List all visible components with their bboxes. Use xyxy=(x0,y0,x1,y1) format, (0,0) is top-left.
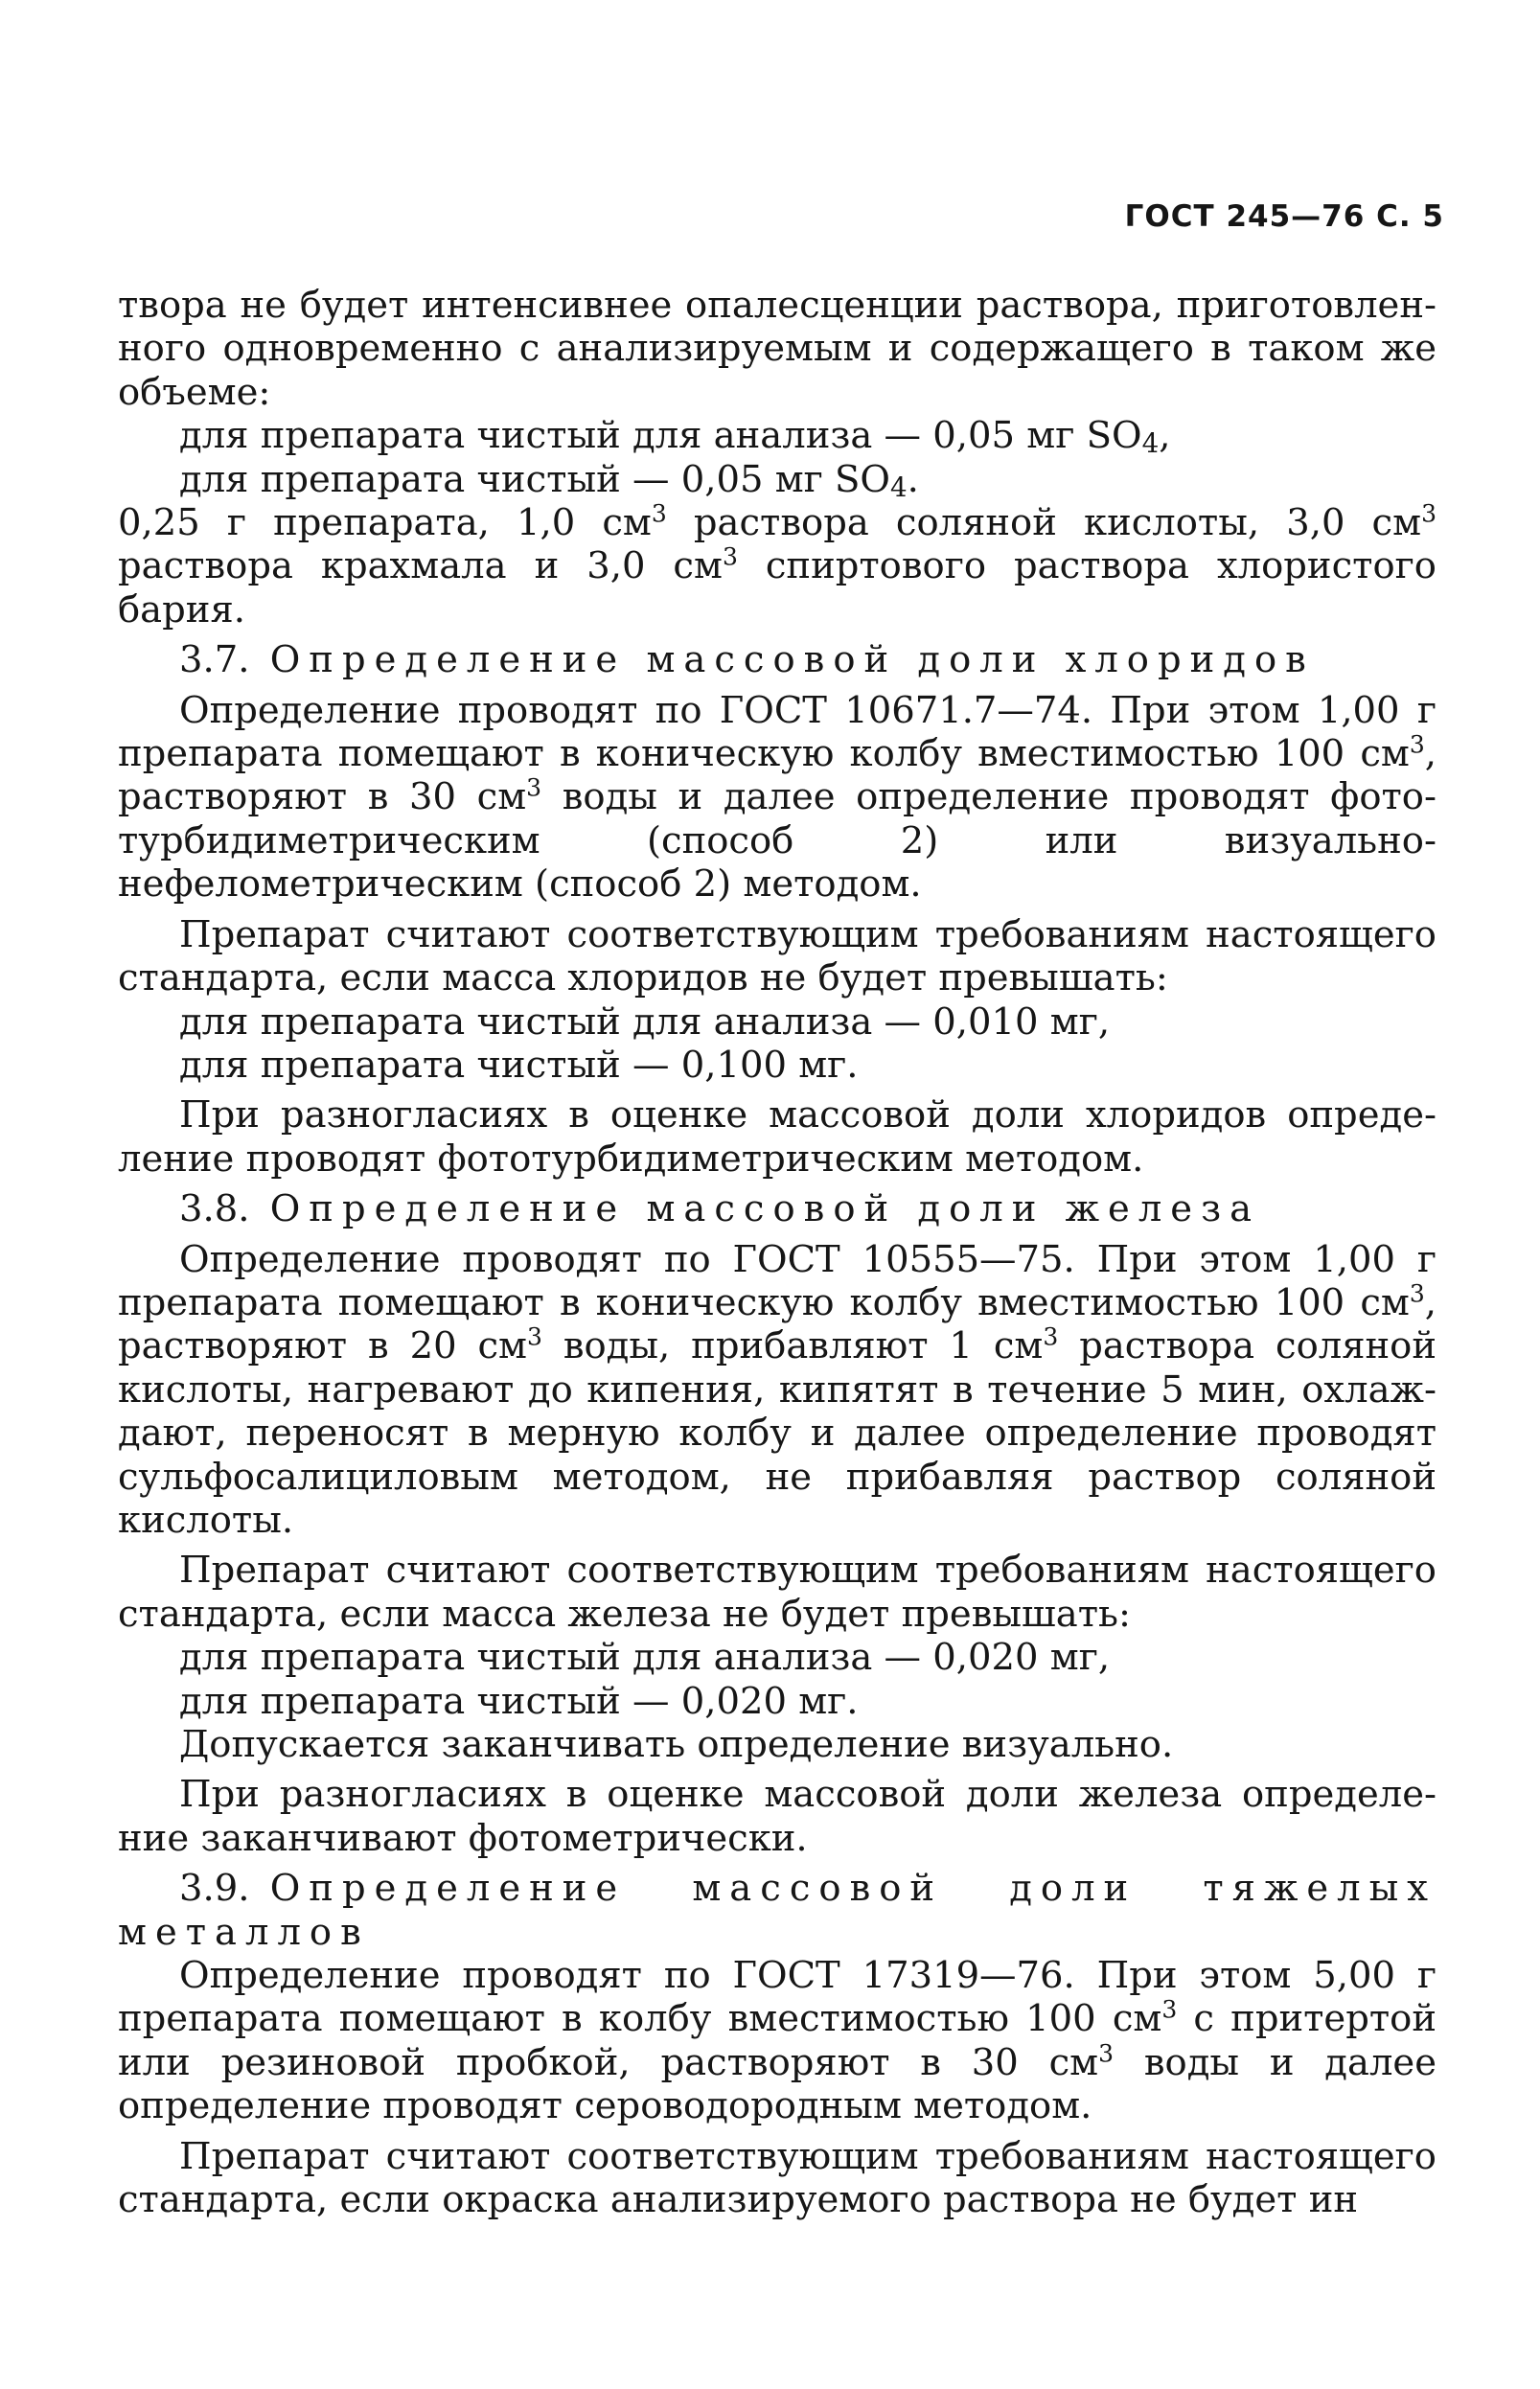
section-heading-3-9: 3.9. Определение массовой доли тяжелых xyxy=(179,1867,1437,1911)
paragraph: Препарат считают соответствующим требованиям настоящего стандарта, если окраска анализируемого раствора не будет ин xyxy=(118,2134,1437,2222)
sulfate-limits xyxy=(118,414,1437,501)
iron-limits xyxy=(118,1636,1437,1723)
list-item: для препарата чистый для анализа — 0,05 мг $SO_4$, xyxy=(179,414,1171,460)
list-item: для препарата чистый — 0,05 мг $SO_4$. xyxy=(179,457,919,503)
paragraph: При разногласиях в оценке массовой доли железа определение заканчивают фотометрически. xyxy=(118,1773,1437,1860)
reagent-note: 0,25 г препарата, 1,0 $см^3$ раствора соляной кислоты, 3,0 $см^3$ раствора крахмала и 3,0 $см^3$ спиртового раствора хлористого бария. xyxy=(118,499,1437,632)
document-body xyxy=(118,284,1437,2221)
section-heading-3-7: 3.7. Определение массовой доли хлоридов xyxy=(179,638,1315,682)
chloride-limits xyxy=(118,1000,1437,1088)
paragraph: Определение проводят по ГОСТ 10671.7—74. При этом 1,00 г препарата помещают в коническую колбу вместимостью 100 $см^3$, растворяют в 30 $см^3$ воды и далее определение проводят фототурбидиметрическим (способ 2) или визуально-нефелометрическим (способ 2) методом. xyxy=(118,688,1437,907)
paragraph: Препарат считают соответствующим требованиям настоящего стандарта, если масса железа не будет превышать: xyxy=(118,1549,1437,1636)
paragraph: Препарат считают соответствующим требованиям настоящего стандарта, если масса хлоридов не будет превышать: xyxy=(118,912,1437,1000)
list-item: для препарата чистый — 0,100 мг. xyxy=(179,1043,859,1087)
paragraph: Допускается заканчивать определение визуально. xyxy=(179,1723,1174,1766)
section-heading-3-9-cont: металлов xyxy=(118,1910,370,1954)
paragraph: Определение проводят по ГОСТ 10555—75. При этом 1,00 г препарата помещают в коническую колбу вместимостью 100 $см^3$, растворяют в 20 $см^3$ воды, прибавляют 1 $см^3$ раствора соляной кислоты, нагревают до кипения, кипятят в течение 5 мин, охлаждают, переносят в мерную колбу и далее определение проводят сульфосалициловым методом, не прибавляя раствор соляной кислоты. xyxy=(118,1237,1437,1542)
paragraph: При разногласиях в оценке массовой доли хлоридов определение проводят фототурбидиметрическим методом. xyxy=(118,1093,1437,1181)
list-item: для препарата чистый для анализа — 0,010 мг, xyxy=(179,999,1111,1044)
list-item: для препарата чистый для анализа — 0,020 мг, xyxy=(179,1636,1111,1680)
continuation-paragraph: твора не будет интенсивнее опалесценции раствора, приготовленного одновременно с анализируемым и содержащего в таком же объеме: xyxy=(118,284,1437,414)
page-header: ГОСТ 245—76 С. 5 xyxy=(1124,199,1444,234)
paragraph: Определение проводят по ГОСТ 17319—76. При этом 5,00 г препарата помещают в колбу вместимостью 100 $см^3$ с притертой или резиновой пробкой, растворяют в 30 $см^3$ воды и далее определение проводят сероводородным методом. xyxy=(118,1954,1437,2128)
list-item: для препарата чистый — 0,020 мг. xyxy=(179,1679,859,1723)
section-heading-3-8: 3.8. Определение массовой доли железа xyxy=(179,1187,1261,1231)
